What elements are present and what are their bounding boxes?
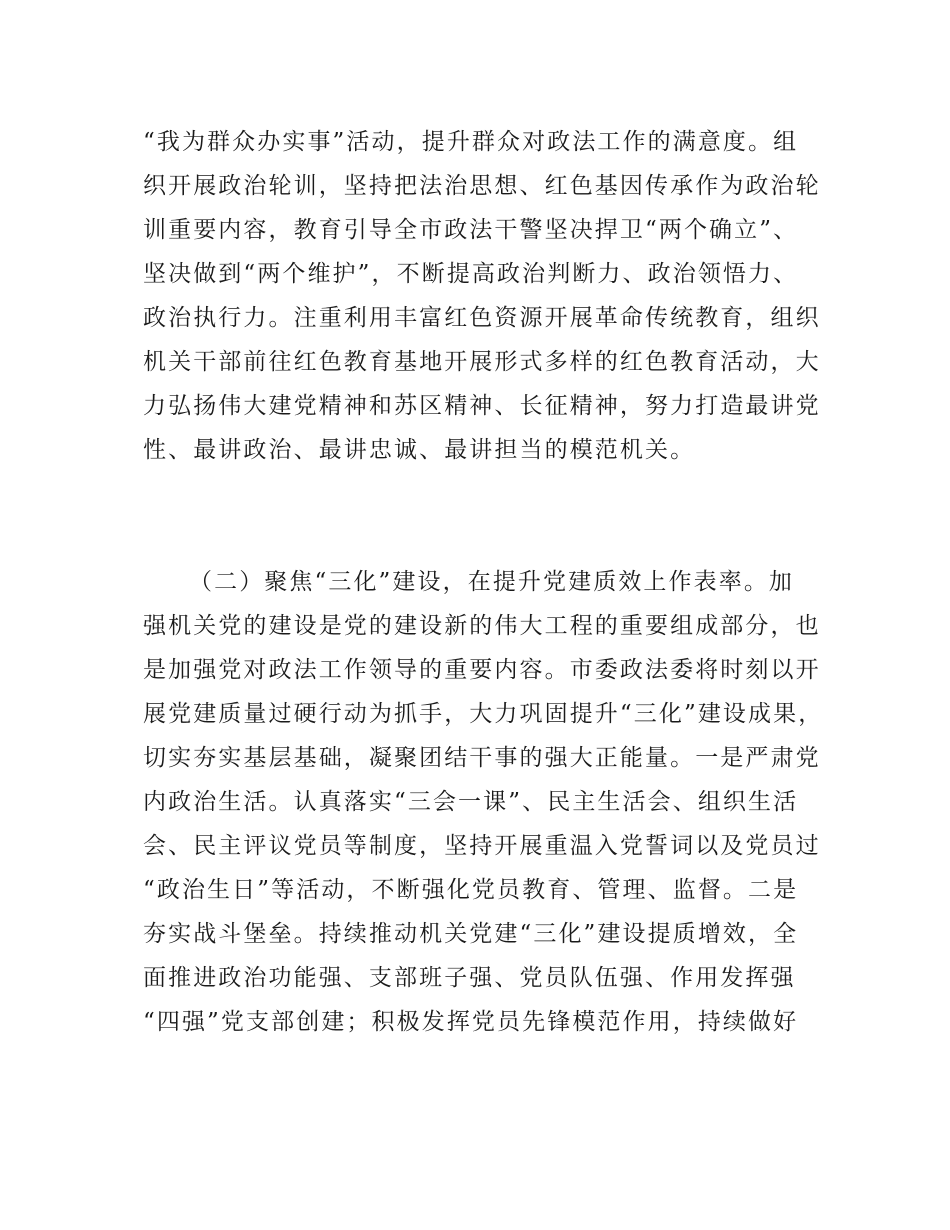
paragraph-line: 面推进政治功能强、支部班子强、党员队伍强、作用发挥强: [143, 965, 796, 991]
paragraph-line: 会、民主评议党员等制度，坚持开展重温入党誓词以及党员过: [143, 833, 821, 859]
paragraph-line: 机关干部前往红色教育基地开展形式多样的红色教育活动，大: [143, 349, 821, 375]
paragraph-line: 是加强党对政法工作领导的重要内容。市委政法委将时刻以开: [143, 657, 821, 683]
paragraph-line: 性、最讲政治、最讲忠诚、最讲担当的模范机关。: [143, 437, 696, 463]
paragraph-line: 切实夯实基层基础，凝聚团结干事的强大正能量。一是严肃党: [143, 745, 821, 771]
paragraph-line: 力弘扬伟大建党精神和苏区精神、长征精神，努力打造最讲党: [143, 393, 821, 419]
paragraph-line: 内政治生活。认真落实“三会一课”、民主生活会、组织生活: [143, 789, 799, 815]
paragraph-2: [143, 560, 823, 1044]
paragraph-line: “我为群众办实事”活动，提升群众对政法工作的满意度。组: [143, 129, 799, 155]
paragraph-line: 夯实战斗堡垒。持续推动机关党建“三化”建设提质增效，全: [143, 921, 799, 947]
paragraph-line: 织开展政治轮训，坚持把法治思想、红色基因传承作为政治轮: [143, 173, 821, 199]
paragraph-line: 展党建质量过硬行动为抓手，大力巩固提升“三化”建设成果，: [143, 701, 824, 727]
paragraph-line: 强机关党的建设是党的建设新的伟大工程的重要组成部分，也: [143, 613, 821, 639]
paragraph-line: “四强”党支部创建；积极发挥党员先锋模范作用，持续做好: [143, 1009, 799, 1035]
paragraph-1: [143, 120, 823, 472]
paragraph-line: 训重要内容，教育引导全市政法干警坚决捍卫“两个确立”、: [143, 217, 799, 243]
paragraph-first-line: （二）聚焦“三化”建设，在提升党建质效上作表率。加: [189, 569, 795, 595]
paragraph-line: 政治执行力。注重利用丰富红色资源开展革命传统教育，组织: [143, 305, 821, 331]
paragraph-line: “政治生日”等活动，不断强化党员教育、管理、监督。二是: [143, 877, 799, 903]
paragraph-line: 坚决做到“两个维护”，不断提高政治判断力、政治领悟力、: [143, 261, 799, 287]
